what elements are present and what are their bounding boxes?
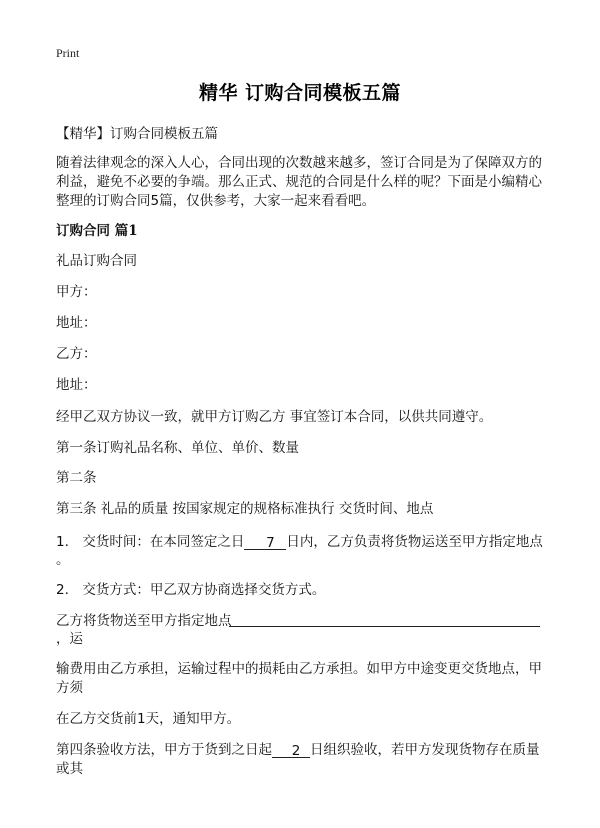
delivery-end: ，运 — [56, 631, 83, 647]
blank-underline — [272, 743, 290, 758]
freight-line-2: 方须 — [56, 680, 83, 696]
notify-text: 在乙方交货前1天，通知甲方。 — [56, 711, 241, 727]
document-title: 精华 订购合同模板五篇 — [198, 82, 402, 104]
article-4 — [56, 738, 540, 758]
contract-title: 礼品订购合同 — [56, 253, 137, 269]
address-b-label: 地址： — [56, 377, 97, 393]
intro-line-1: 随着法律观念的深入人心，合同出现的次数越来越多，签订合同是为了保障双方的 — [56, 155, 542, 171]
agreement-text: 经甲乙双方协议一致，就甲方订购乙方 事宜签订本合同，以供共同遵守。 — [56, 409, 493, 425]
print-link[interactable]: Print — [56, 46, 80, 60]
article-4-days-value: 2 — [291, 743, 301, 759]
article-2: 第二条 — [56, 470, 97, 486]
article-4-prefix: 第四条验收方法，甲方于货到之日起 — [56, 742, 272, 758]
blank-underline — [302, 743, 310, 758]
section-heading: 订购合同 篇1 — [56, 223, 138, 239]
document-subtitle: 【精华】订购合同模板五篇 — [56, 126, 218, 142]
item-1-suffix: 日内，乙方负责将货物运送至甲方指定地点 — [286, 534, 543, 550]
article-1: 第一条订购礼品名称、单位、单价、数量 — [56, 440, 299, 456]
item-1-prefix: 1. 交货时间：在本同签定之日 — [56, 534, 245, 550]
delivery-location-underline — [229, 626, 540, 627]
intro-line-3: 整理的订购合同5篇，仅供参考，大家一起来看看吧。 — [56, 193, 376, 209]
item-1-end: 。 — [56, 552, 70, 568]
intro-line-2: 利益，避免不必要的争端。那么正式、规范的合同是什么样的呢？下面是小编精心 — [56, 174, 542, 190]
delivery-line: 乙方将货物送至甲方指定地点 — [56, 613, 232, 629]
blank-underline — [244, 535, 262, 550]
article-4-suffix: 日组织验收，若甲方发现货物存在质量 — [310, 742, 540, 758]
address-a-label: 地址： — [56, 315, 97, 331]
freight-line-1: 输费用由乙方承担，运输过程中的损耗由乙方承担。如甲方中途变更交货地点，甲 — [56, 661, 542, 677]
item-1 — [56, 530, 543, 550]
party-a-label: 甲方： — [56, 284, 97, 300]
party-b-label: 乙方： — [56, 346, 97, 362]
article-4-end: 或其 — [56, 761, 83, 777]
article-3: 第三条 礼品的质量 按国家规定的规格标准执行 交货时间、地点 — [56, 501, 434, 517]
item-2: 2. 交货方式：甲乙双方协商选择交货方式。 — [56, 582, 326, 598]
item-1-days-value: 7 — [262, 535, 278, 550]
